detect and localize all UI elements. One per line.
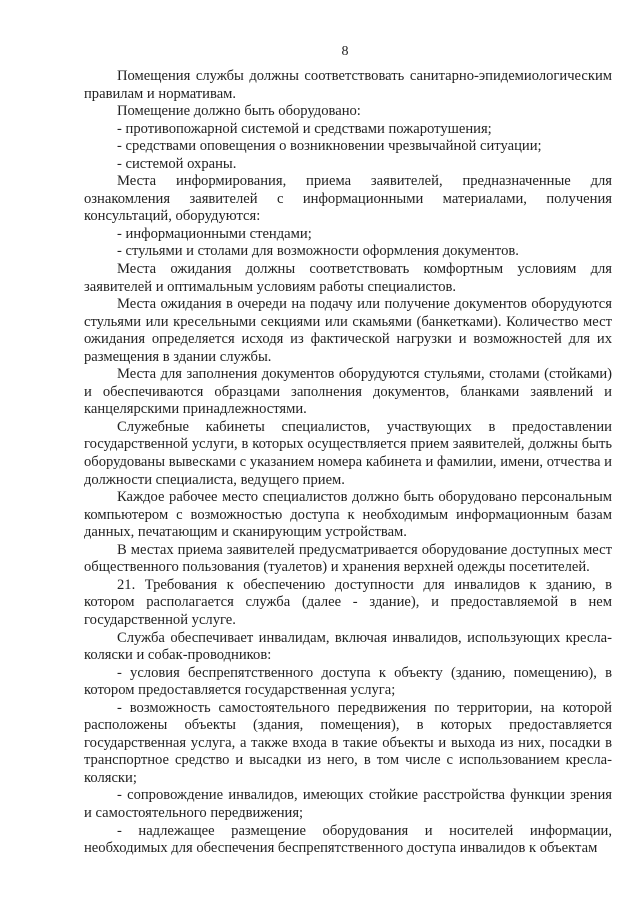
paragraph: Места информирования, приема заявителей, предназначенные для ознакомления заявителей с информационными материалами, получения консультаций, оборудуются: (84, 173, 612, 225)
paragraph: Помещение должно быть оборудовано: (117, 103, 361, 120)
paragraph: Служебные кабинеты специалистов, участвующих в предоставлении государственной услуги, в которых осуществляется прием заявителей, должны быть оборудованы вывесками с указанием номера кабинета и фамилии, имени, отчества и должности специалиста, ведущего прием. (84, 418, 612, 488)
list-item: - системой охраны. (117, 155, 237, 172)
list-item: - сопровождение инвалидов, имеющих стойкие расстройства функции зрения и самостоятельного передвижения; (84, 787, 612, 821)
paragraph: Служба обеспечивает инвалидам, включая инвалидов, использующих кресла-коляски и собак-проводников: (84, 629, 612, 664)
paragraph: В местах приема заявителей предусматривается оборудование доступных мест общественного пользования (туалетов) и хранения верхней одежды посетителей. (84, 541, 612, 576)
page-number: 8 (341, 44, 349, 59)
list-item: - возможность самостоятельного передвижения по территории, на которой расположены объекты (здания, помещения), в которых предоставляется государственная услуга, а также входа в такие объекты и выхода из них, посадки в транспортное средство и высадки из него, в том числе с использованием кресла-коляски; (84, 699, 612, 786)
list-item: - информационными стендами; (117, 225, 312, 242)
list-item: - надлежащее размещение оборудования и носителей информации, необходимых для обеспечения беспрепятственного доступа инвалидов к объектам (84, 822, 612, 857)
list-item: - стульями и столами для возможности оформления документов. (117, 243, 519, 260)
list-item: - условия беспрепятственного доступа к объекту (зданию, помещению), в котором предоставляется государственная услуга; (84, 664, 612, 699)
section-heading: 21. Требования к обеспечению доступности для инвалидов к зданию, в котором располагается служба (далее - здание), и предоставляемой в нем государственной услуге. (84, 576, 612, 628)
list-item: - противопожарной системой и средствами пожаротушения; (117, 120, 492, 137)
paragraph: Места ожидания в очереди на подачу или получение документов оборудуются стульями или кресельными секциями или скамьями (банкетками). Количество мест ожидания определяется исходя из фактической нагрузки и возможностей для их размещения в здании службы. (84, 296, 612, 365)
paragraph: Помещения службы должны соответствовать санитарно-эпидемиологическим правилам и нормативам. (84, 68, 612, 102)
paragraph: Места ожидания должны соответствовать комфортным условиям для заявителей и оптимальным условиям работы специалистов. (84, 261, 612, 295)
paragraph: Каждое рабочее место специалистов должно быть оборудовано персональным компьютером с возможностью доступа к необходимым информационным базам данных, печатающим и сканирующим устройствам. (84, 489, 612, 541)
paragraph: Места для заполнения документов оборудуются стульями, столами (стойками) и обеспечиваются образцами заполнения документов, бланками заявлений и канцелярскими принадлежностями. (84, 366, 612, 418)
body-text (84, 68, 612, 858)
list-item: - средствами оповещения о возникновении чрезвычайной ситуации; (117, 138, 542, 155)
